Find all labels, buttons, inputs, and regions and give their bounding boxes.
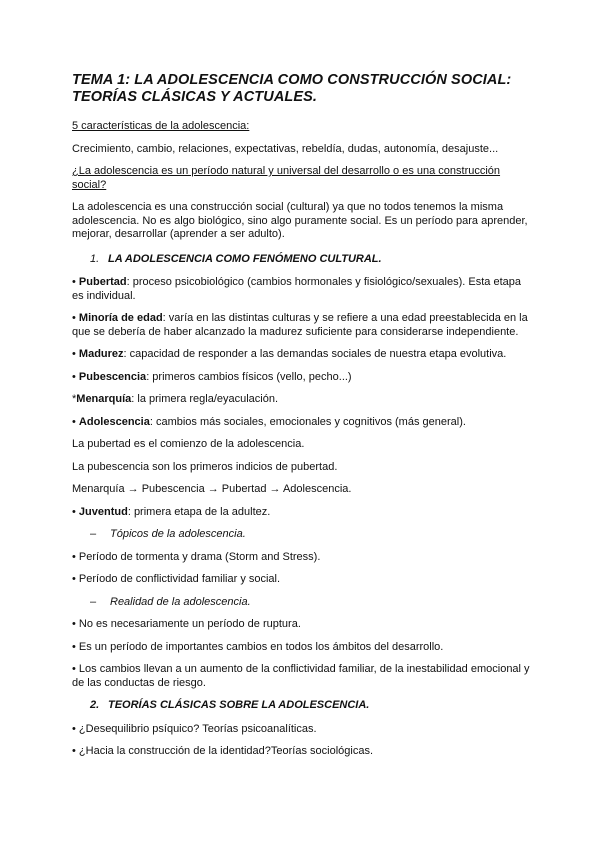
list-item: • Es un período de importantes cambios en todos los ámbitos del desarrollo. <box>72 640 444 653</box>
definition-text: : cambios más sociales, emocionales y cognitivos (más general). <box>149 415 466 428</box>
definition-item: *Menarquía: la primera regla/eyaculación. <box>72 393 279 405</box>
title-line-1: TEMA 1: LA ADOLESCENCIA COMO CONSTRUCCIÓN SOCIAL: <box>72 72 512 88</box>
pubertad-line: La pubertad es el comienzo de la adolescencia. <box>72 438 305 450</box>
characteristics-text: Crecimiento, cambio, relaciones, expectativas, rebeldía, dudas, autonomía, desajuste... <box>72 142 499 155</box>
document-page <box>72 72 532 768</box>
definition-text: : primeros cambios físicos (vello, pecho...) <box>146 370 352 383</box>
sequence-line: Menarquía → Pubescencia → Pubertad → Adolescencia. <box>72 483 352 495</box>
section-title: TEORÍAS CLÁSICAS SOBRE LA ADOLESCENCIA. <box>108 699 370 711</box>
section-number: 1. <box>90 252 100 265</box>
topicos-heading: – Tópicos de la adolescencia. <box>90 528 246 540</box>
list-item: • Los cambios llevan a un aumento de la conflictividad familiar, de la inestabilidad emocional y de las conductas de riesgo. <box>72 663 530 689</box>
definition-item: • Pubertad: proceso psicobiológico (cambios hormonales y fisiológico/sexuales). Esta etapa es individual. <box>72 276 521 302</box>
realidad-heading: – Realidad de la adolescencia. <box>90 595 251 608</box>
list-item: • No es necesariamente un período de ruptura. <box>72 618 301 630</box>
definition-text: : capacidad de responder a las demandas sociales de nuestra etapa evolutiva. <box>123 348 507 360</box>
section-heading-1 <box>72 253 532 267</box>
list-item: • ¿Hacia la construcción de la identidad?Teorías sociológicas. <box>72 745 374 757</box>
definition-term: Menarquía <box>76 393 132 405</box>
definition-text: : varía en las distintas culturas y se refiere a una edad preestablecida en la que se debería de haber alcanzado la madurez suficiente para considerarse independiente. <box>72 312 528 338</box>
answer-paragraph: La adolescencia es una construcción social (cultural) ya que no todos tenemos la misma adolescencia. No es algo biológico, sino algo puramente social. Es un período para aprender, mejorar, desarrollar (aprender a ser adulto). <box>72 201 528 240</box>
list-item: • Período de tormenta y drama (Storm and Stress). <box>72 550 321 563</box>
definition-item: • Minoría de edad: varía en las distintas culturas y se refiere a una edad preestablecida en la que se debería de haber alcanzado la madurez suficiente para considerarse independiente. <box>72 312 528 338</box>
definition-text: : primera etapa de la adultez. <box>127 505 271 518</box>
definition-term: Pubertad <box>78 276 127 288</box>
definition-term: Adolescencia <box>78 415 150 428</box>
characteristics-heading: 5 características de la adolescencia: <box>72 120 250 132</box>
question-heading: ¿La adolescencia es un período natural y universal del desarrollo o es una construcción social? <box>72 165 501 191</box>
pubescencia-line: La pubescencia son los primeros indicios de pubertad. <box>72 460 338 473</box>
definition-term: Minoría de edad <box>78 312 163 324</box>
section-title: LA ADOLESCENCIA COMO FENÓMENO CULTURAL. <box>108 252 382 265</box>
section-heading-2 <box>72 699 532 713</box>
definition-text: : la primera regla/eyaculación. <box>131 393 279 405</box>
list-item: • Período de conflictividad familiar y social. <box>72 573 281 585</box>
section-number: 2. <box>90 699 100 711</box>
definition-text: : proceso psicobiológico (cambios hormonales y fisiológico/sexuales). Esta etapa es individual. <box>72 276 521 302</box>
title-line-2: TEORÍAS CLÁSICAS Y ACTUALES. <box>72 89 318 105</box>
definition-item: • Juventud: primera etapa de la adultez. <box>72 505 271 518</box>
definition-term: Juventud <box>78 505 128 518</box>
definition-item: • Madurez: capacidad de responder a las demandas sociales de nuestra etapa evolutiva. <box>72 348 507 360</box>
document-title <box>72 72 532 106</box>
definition-item: • Adolescencia: cambios más sociales, emocionales y cognitivos (más general). <box>72 415 466 428</box>
list-item: • ¿Desequilibrio psíquico? Teorías psicoanalíticas. <box>72 722 317 735</box>
definition-term: Pubescencia <box>78 370 147 383</box>
definition-item: • Pubescencia: primeros cambios físicos (vello, pecho...) <box>72 370 352 383</box>
definition-term: Madurez <box>78 348 124 360</box>
